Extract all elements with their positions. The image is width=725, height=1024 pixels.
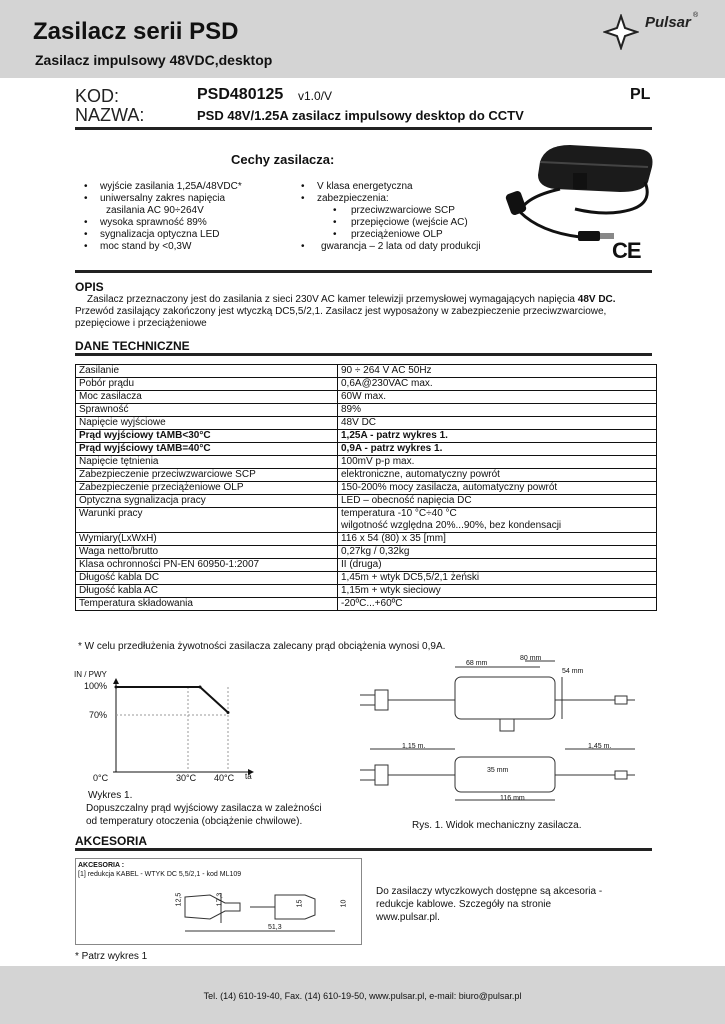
table-row	[76, 443, 657, 456]
spec-param: Zabezpieczenie przeciwzwarciowe SCP	[76, 469, 338, 482]
chart-xunit: ta	[245, 772, 252, 781]
spec-param: Wymiary(LxWxH)	[76, 533, 338, 546]
divider	[75, 127, 652, 130]
feature-item: • sygnalizacja optyczna LED	[78, 229, 288, 241]
dim-115: 1,15 m.	[402, 743, 426, 750]
spec-param: Prąd wyjściowy tAMB=40°C	[76, 443, 338, 456]
page-subtitle: Zasilacz impulsowy 48VDC,desktop	[35, 52, 273, 68]
dim-15: 15	[296, 899, 304, 908]
spec-value: 116 x 54 (80) x 35 [mm]	[338, 533, 657, 546]
spec-value: 1,45m + wtyk DC5,5/2,1 żeński	[338, 572, 657, 585]
dim-54: 54 mm	[562, 668, 584, 675]
table-row	[76, 365, 657, 378]
akcesoria-box-line: [1] redukcja KABEL - WTYK DC 5,5/2,1 - kod ML109	[78, 871, 242, 878]
kod-label: KOD:	[75, 86, 120, 106]
language-code: PL	[630, 86, 651, 103]
spec-value: 1,25A - patrz wykres 1.	[338, 430, 657, 443]
chart-point	[115, 686, 118, 689]
chart-caption-line: od temperatury otoczenia (obciążenie chwilowe).	[86, 816, 303, 827]
spec-param: Długość kabla DC	[76, 572, 338, 585]
table-row	[76, 417, 657, 430]
akcesoria-drawing	[165, 885, 355, 937]
table-row	[76, 378, 657, 391]
spec-value: 89%	[338, 404, 657, 417]
spec-param: Pobór prądu	[76, 378, 338, 391]
dim-35: 35 mm	[487, 767, 509, 774]
akcesoria-text: Do zasilaczy wtyczkowych dostępne są akcesoria - redukcje kablowe. Szczegóły na stronie www.pulsar.pl.	[376, 886, 603, 923]
feature-subitem: • przepięciowe (wejście AC)	[295, 217, 505, 229]
dim-10: 10	[340, 899, 348, 908]
nazwa-label: NAZWA:	[75, 105, 145, 125]
spec-table	[75, 364, 657, 611]
dim-80: 80 mm	[520, 655, 542, 662]
table-row	[76, 598, 657, 611]
chart-x40: 40°C	[214, 773, 235, 783]
spec-param: Temperatura składowania	[76, 598, 338, 611]
pulsar-logo-star-icon	[603, 14, 639, 50]
dim-116: 116 mm	[500, 795, 525, 802]
spec-param: Prąd wyjściowy tAMB<30°C	[76, 430, 338, 443]
feature-item: • gwarancja – 2 lata od daty produkcji	[295, 241, 505, 253]
chart-x0: 0°C	[93, 773, 109, 783]
chart-series-line	[116, 687, 228, 713]
page-title: Zasilacz serii PSD	[33, 18, 239, 45]
features-right	[295, 181, 505, 253]
spec-value: II (druga)	[338, 559, 657, 572]
table-row	[76, 456, 657, 469]
feature-item: • moc stand by <0,3W	[78, 241, 288, 253]
table-row	[76, 430, 657, 443]
spec-value: 0,6A@230VAC max.	[338, 378, 657, 391]
dim-173: 17,3	[216, 892, 224, 907]
dane-title: DANE TECHNICZNE	[75, 339, 190, 353]
spec-value: 150-200% mocy zasilacza, automatyczny powrót	[338, 482, 657, 495]
product-code: PSD480125	[197, 86, 284, 103]
divider	[75, 848, 652, 851]
feature-item: • uniwersalny zakres napięcia	[78, 193, 288, 205]
table-row	[76, 508, 657, 533]
spec-note: * W celu przedłużenia żywotności zasilacza zalecany prąd obciążenia wynosi 0,9A.	[78, 641, 446, 652]
spec-param: Klasa ochronności PN-EN 60950-1:2007	[76, 559, 338, 572]
table-row	[76, 533, 657, 546]
feature-item: • wyjście zasilania 1,25A/48VDC*	[78, 181, 288, 193]
akcesoria-title: AKCESORIA	[75, 834, 148, 848]
chart-caption-line: Dopuszczalny prąd wyjściowy zasilacza w zależności	[86, 803, 322, 814]
chart-point	[199, 686, 202, 689]
divider	[75, 270, 652, 273]
drawing-caption: Rys. 1. Widok mechaniczny zasilacza.	[412, 820, 582, 831]
divider	[75, 353, 652, 356]
chart-y100: 100%	[84, 681, 108, 691]
spec-param: Warunki pracy	[76, 508, 338, 533]
feature-subitem: • przeciwzwarciowe SCP	[295, 205, 505, 217]
spec-value: 100mV p-p max.	[338, 456, 657, 469]
opis-title: OPIS	[75, 280, 104, 294]
spec-value	[338, 508, 657, 533]
spec-value: 48V DC	[338, 417, 657, 430]
spec-param: Długość kabla AC	[76, 585, 338, 598]
chart-y70: 70%	[89, 710, 108, 720]
mechanical-drawing	[350, 655, 660, 815]
spec-param: Sprawność	[76, 404, 338, 417]
feature-subitem: • przeciążeniowe OLP	[295, 229, 505, 241]
dim-125: 12,5	[175, 892, 183, 907]
spec-value: elektroniczne, automatyczny powrót	[338, 469, 657, 482]
feature-item: • wysoka sprawność 89%	[78, 217, 288, 229]
table-row	[76, 572, 657, 585]
spec-value-line: temperatura -10 °C÷40 °C	[341, 508, 457, 519]
table-row	[76, 469, 657, 482]
opis-text: Zasilacz przeznaczony jest do zasilania z sieci 230V AC kamer telewizji przemysłowej wymagających napięcia 48V DC. Przewód zasilający zakończony jest wtyczką DC5,5/2,1. Zasilacz jest wyposażony w zabezpieczenie przeciwzwarciowe, pzepięciowe i przeciążeniowe	[75, 294, 616, 329]
feature-item: • zabezpieczenia:	[295, 193, 505, 205]
features-title: Cechy zasilacza:	[231, 152, 335, 167]
brand-logo-text: Pulsar	[645, 14, 691, 31]
chart-ylabel: IN / PWY	[74, 670, 107, 679]
product-name: PSD 48V/1.25A zasilacz impulsowy desktop do CCTV	[197, 108, 524, 123]
spec-value-line: wilgotność względna 20%...90%, bez kondensacji	[341, 520, 562, 531]
footer-contact: Tel. (14) 610-19-40, Fax. (14) 610-19-50, www.pulsar.pl, e-mail: biuro@pulsar.pl	[203, 991, 522, 1001]
dim-513: 51,3	[268, 924, 282, 931]
chart-caption-title: Wykres 1.	[88, 790, 133, 801]
footnote: * Patrz wykres 1	[75, 951, 148, 962]
table-row	[76, 391, 657, 404]
spec-param: Optyczna sygnalizacja pracy	[76, 495, 338, 508]
features-left	[78, 181, 288, 253]
ce-mark: CE	[612, 238, 641, 263]
version: v1.0/V	[298, 89, 333, 103]
table-row	[76, 495, 657, 508]
feature-item-cont: zasilania AC 90÷264V	[106, 205, 204, 216]
spec-value: LED – obecność napięcia DC	[338, 495, 657, 508]
chart-x30: 30°C	[176, 773, 197, 783]
registered-mark: ®	[693, 12, 699, 19]
spec-param: Waga netto/brutto	[76, 546, 338, 559]
table-row	[76, 559, 657, 572]
feature-item: • V klasa energetyczna	[295, 181, 505, 193]
spec-value: 0,9A - patrz wykres 1.	[338, 443, 657, 456]
dim-145: 1,45 m.	[588, 743, 612, 750]
akcesoria-box-title: AKCESORIA :	[78, 862, 125, 869]
spec-param: Moc zasilacza	[76, 391, 338, 404]
spec-value: 90 ÷ 264 V AC 50Hz	[338, 365, 657, 378]
chart-point	[227, 711, 230, 714]
spec-param: Napięcie wyjściowe	[76, 417, 338, 430]
table-row	[76, 404, 657, 417]
spec-value: 60W max.	[338, 391, 657, 404]
spec-param: Napięcie tętnienia	[76, 456, 338, 469]
table-row	[76, 546, 657, 559]
spec-value: 0,27kg / 0,32kg	[338, 546, 657, 559]
spec-param: Zasilanie	[76, 365, 338, 378]
table-row	[76, 585, 657, 598]
table-row	[76, 482, 657, 495]
spec-param: Zabezpieczenie przeciążeniowe OLP	[76, 482, 338, 495]
dim-68: 68 mm	[466, 660, 488, 667]
spec-value: 1,15m + wtyk sieciowy	[338, 585, 657, 598]
spec-value: -20ºC...+60ºC	[338, 598, 657, 611]
